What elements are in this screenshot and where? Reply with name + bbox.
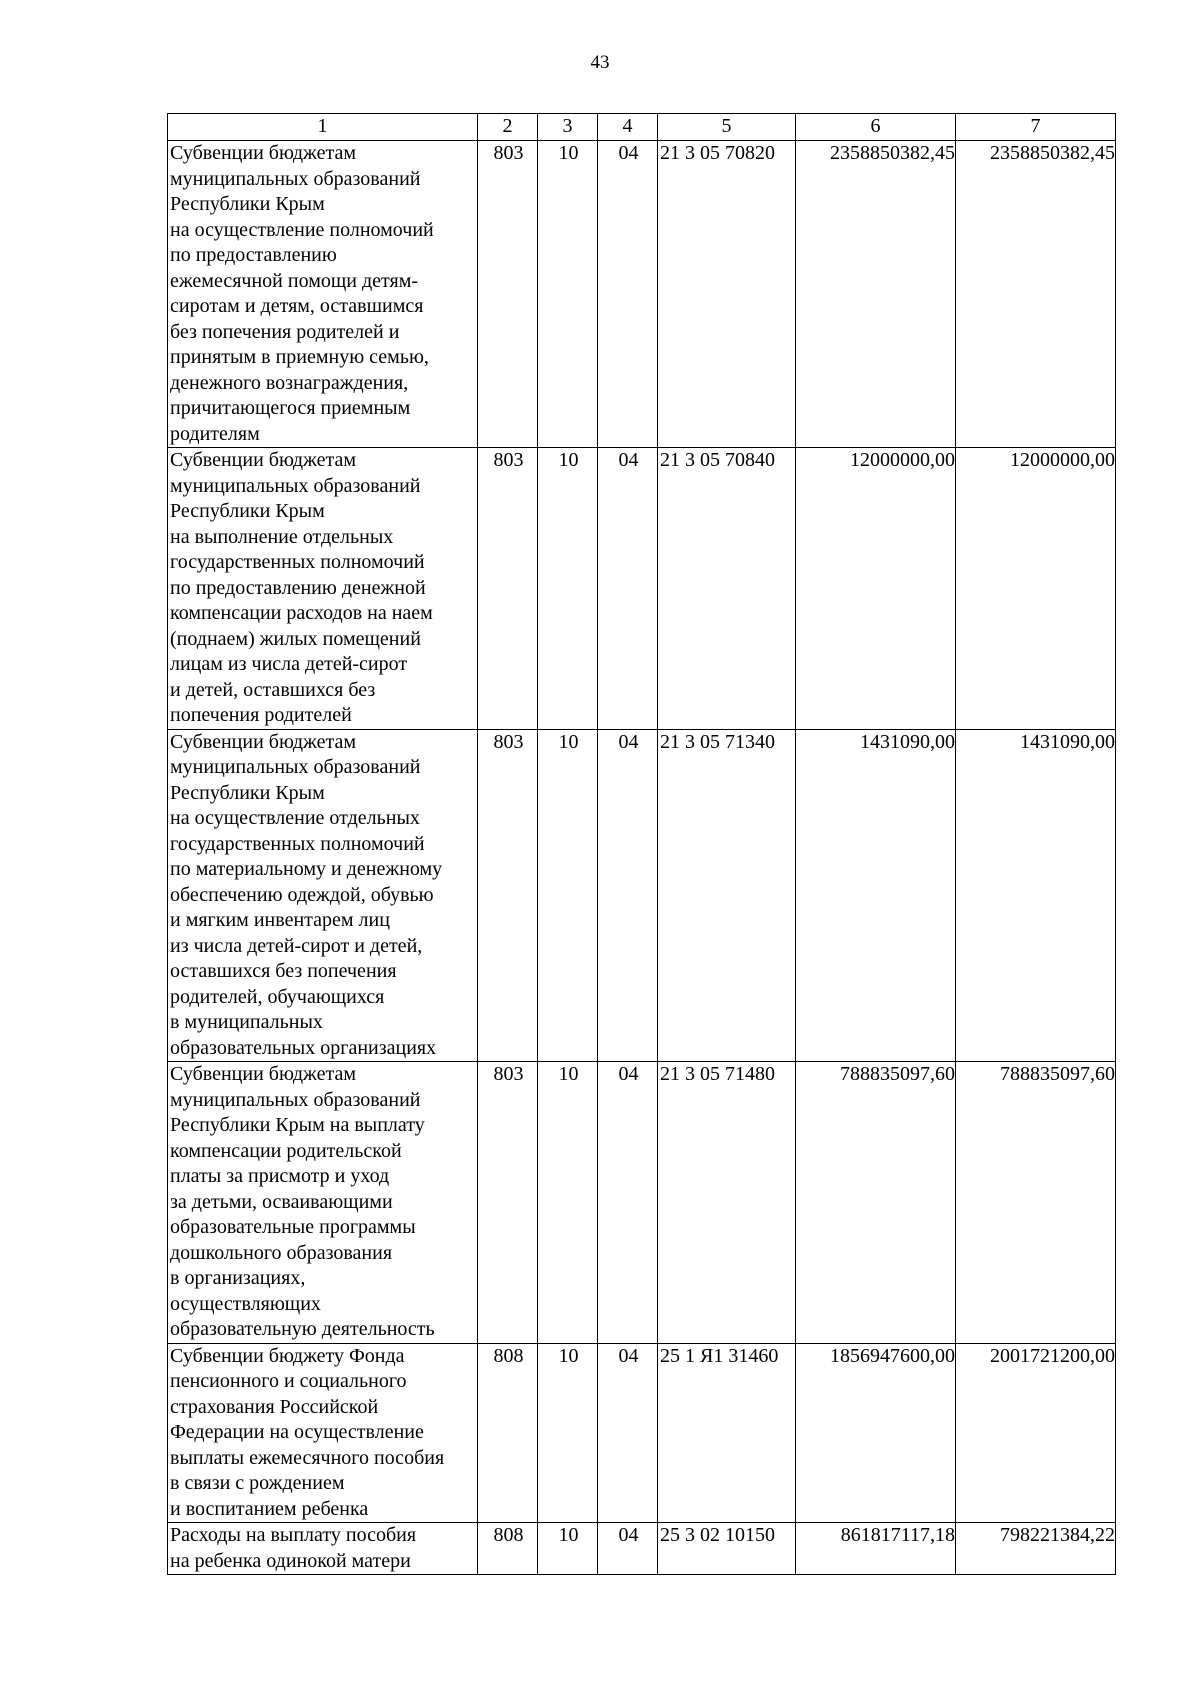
row-section-code: 10	[538, 141, 598, 448]
page-number: 43	[590, 52, 610, 73]
row-section-code: 10	[538, 1523, 598, 1575]
header-cell-6: 6	[796, 114, 956, 141]
row-ministry-code: 808	[478, 1523, 538, 1575]
row-subsection-code: 04	[598, 1062, 658, 1344]
row-ministry-code: 808	[478, 1343, 538, 1523]
row-subsection-code: 04	[598, 141, 658, 448]
header-cell-1: 1	[168, 114, 478, 141]
row-target-article: 21 3 05 70820	[658, 141, 796, 448]
row-amount-col6: 1856947600,00	[796, 1343, 956, 1523]
header-cell-2: 2	[478, 114, 538, 141]
row-amount-col7: 2358850382,45	[956, 141, 1116, 448]
row-subsection-code: 04	[598, 729, 658, 1062]
row-ministry-code: 803	[478, 729, 538, 1062]
row-amount-col6: 788835097,60	[796, 1062, 956, 1344]
row-section-code: 10	[538, 729, 598, 1062]
row-description: Расходы на выплату пособия на ребенка одинокой матери	[168, 1523, 478, 1575]
row-amount-col7: 2001721200,00	[956, 1343, 1116, 1523]
row-amount-col6: 12000000,00	[796, 448, 956, 730]
header-row	[168, 114, 1116, 141]
row-description: Субвенции бюджетам муниципальных образований Республики Крым на выплату компенсации родительской платы за присмотр и уход за детьми, осваивающими образовательные программы дошкольного образования в организациях, осуществляющих образовательную деятельность	[168, 1062, 478, 1344]
header-cell-7: 7	[956, 114, 1116, 141]
row-section-code: 10	[538, 1062, 598, 1344]
header-cell-4: 4	[598, 114, 658, 141]
row-subsection-code: 04	[598, 1343, 658, 1523]
row-description: Субвенции бюджетам муниципальных образований Республики Крым на выполнение отдельных государственных полномочий по предоставлению денежной компенсации расходов на наем (поднаем) жилых помещений лицам из числа детей-сирот и детей, оставшихся без попечения родителей	[168, 448, 478, 730]
row-subsection-code: 04	[598, 1523, 658, 1575]
row-description: Субвенции бюджетам муниципальных образований Республики Крым на осуществление отдельных государственных полномочий по материальному и денежному обеспечению одеждой, обувью и мягким инвентарем лиц из числа детей-сирот и детей, оставшихся без попечения родителей, обучающихся в муниципальных образовательных организациях	[168, 729, 478, 1062]
table-row	[168, 1523, 1116, 1575]
header-cell-5: 5	[658, 114, 796, 141]
header-cell-3: 3	[538, 114, 598, 141]
row-ministry-code: 803	[478, 448, 538, 730]
row-ministry-code: 803	[478, 141, 538, 448]
row-description: Субвенции бюджету Фонда пенсионного и социального страхования Российской Федерации на осуществление выплаты ежемесячного пособия в связи с рождением и воспитанием ребенка	[168, 1343, 478, 1523]
table-row	[168, 448, 1116, 730]
row-amount-col7: 12000000,00	[956, 448, 1116, 730]
row-target-article: 21 3 05 71340	[658, 729, 796, 1062]
row-amount-col6: 1431090,00	[796, 729, 956, 1062]
table-row	[168, 1062, 1116, 1344]
row-amount-col6: 861817117,18	[796, 1523, 956, 1575]
table-row	[168, 141, 1116, 448]
row-subsection-code: 04	[598, 448, 658, 730]
row-target-article: 25 1 Я1 31460	[658, 1343, 796, 1523]
row-target-article: 25 3 02 10150	[658, 1523, 796, 1575]
row-ministry-code: 803	[478, 1062, 538, 1344]
row-target-article: 21 3 05 71480	[658, 1062, 796, 1344]
row-amount-col7: 788835097,60	[956, 1062, 1116, 1344]
row-amount-col6: 2358850382,45	[796, 141, 956, 448]
row-description: Субвенции бюджетам муниципальных образований Республики Крым на осуществление полномочий по предоставлению ежемесячной помощи детям- сиротам и детям, оставшимся без попечения родителей и принятым в приемную семью, денежного вознаграждения, причитающегося приемным родителям	[168, 141, 478, 448]
table-row	[168, 1343, 1116, 1523]
row-section-code: 10	[538, 448, 598, 730]
row-section-code: 10	[538, 1343, 598, 1523]
budget-table	[167, 113, 1116, 1575]
row-amount-col7: 1431090,00	[956, 729, 1116, 1062]
table-row	[168, 729, 1116, 1062]
row-amount-col7: 798221384,22	[956, 1523, 1116, 1575]
row-target-article: 21 3 05 70840	[658, 448, 796, 730]
